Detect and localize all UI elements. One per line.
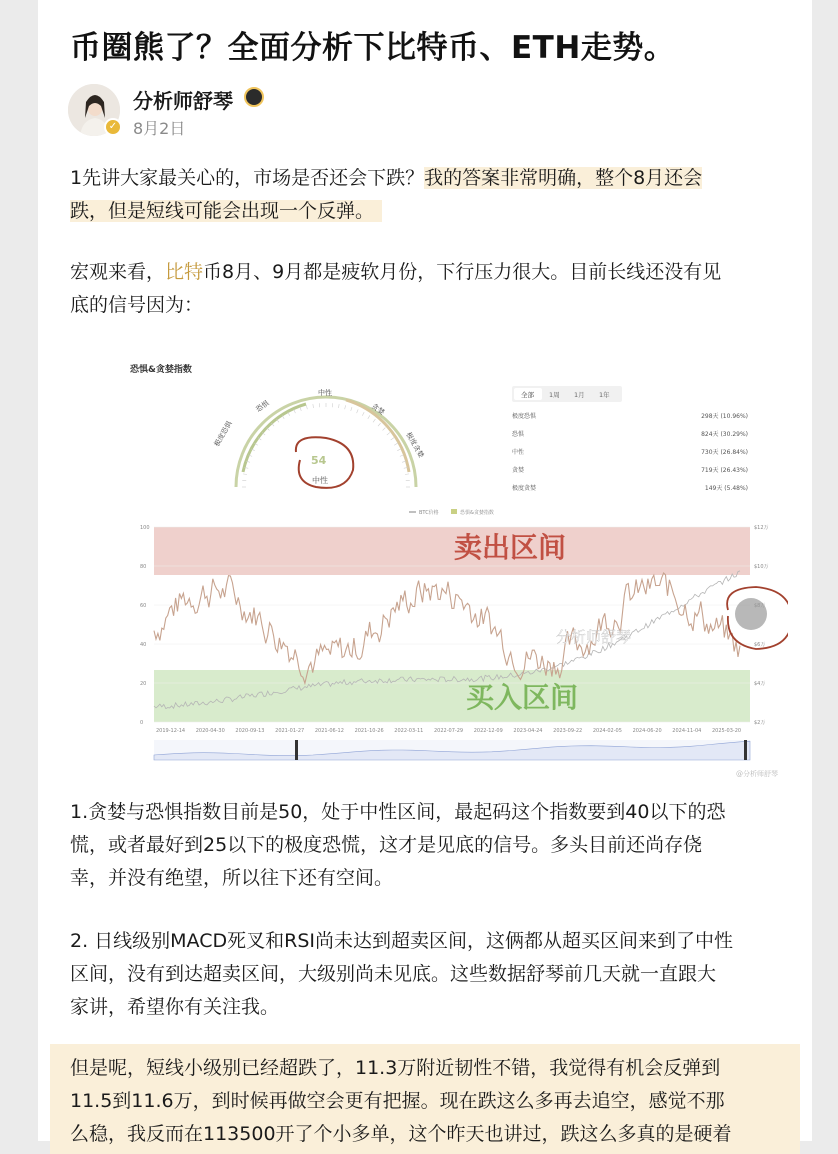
x-tick: 2022-03-11 — [394, 728, 423, 734]
chart-title: 恐惧&贪婪指数 — [130, 363, 192, 375]
footer-watermark: @分析师舒琴 — [736, 769, 778, 778]
paragraph-4 — [70, 925, 790, 1024]
article-card — [38, 0, 812, 1141]
stat-label: 极度恐惧 — [512, 412, 536, 420]
gauge-label-extreme-greed: 极度贪婪 — [404, 431, 426, 460]
y-tick-left: 100 — [140, 525, 150, 531]
range-handle-right[interactable] — [744, 740, 747, 760]
bitcoin-link[interactable]: 比特 — [165, 261, 203, 283]
paragraph-5-line-2: 11.5到11.6万，到时候再做空会更有把握。现在跌这么多再去追空，感觉不那 — [70, 1085, 780, 1118]
paragraph-3-line-1: 1.贪婪与恐惧指数目前是50，处于中性区间，最起码这个指数要到40以下的恐 — [70, 796, 790, 829]
x-tick: 2023-09-22 — [553, 728, 582, 734]
paragraph-4-line-2: 区间，没有到达超卖区间，大级别尚未见底。这些数据舒琴前几天就一直跟大 — [70, 958, 790, 991]
y-tick-right: $4万 — [754, 681, 765, 687]
paragraph-1-text: 1先讲大家最关心的，市场是否还会下跌？ — [70, 167, 424, 189]
author-name[interactable]: 分析师舒琴 — [133, 85, 233, 114]
article-title: 币圈熊了？全面分析下比特币、ETH走势。 — [70, 22, 675, 67]
x-axis-dates — [156, 728, 741, 734]
chart-watermark: 分析师舒琴 — [556, 628, 631, 646]
x-tick: 2025-03-20 — [712, 728, 741, 734]
stat-value: 730天 (26.84%) — [701, 449, 748, 456]
x-tick: 2019-12-14 — [156, 728, 185, 734]
verified-icon: ✓ — [104, 118, 122, 136]
fear-greed-chart — [106, 352, 788, 782]
post-date: 8月2日 — [133, 116, 185, 139]
paragraph-1 — [70, 162, 790, 228]
buy-zone-label: 买入区间 — [466, 681, 578, 714]
gauge-state: 中性 — [312, 475, 328, 485]
gauge-label-fear: 恐惧 — [254, 398, 271, 413]
stat-label: 恐惧 — [512, 430, 524, 438]
tab-all: 全部 — [521, 390, 535, 399]
y-tick-left: 80 — [140, 564, 146, 570]
sell-zone-label: 卖出区间 — [454, 531, 566, 564]
gauge-value: 54 — [311, 454, 327, 467]
gauge-label-neutral: 中性 — [318, 388, 332, 397]
paragraph-4-line-3: 家讲，希望你有关注我。 — [70, 991, 790, 1024]
paragraph-3-line-3: 幸，并没有绝望，所以往下还有空间。 — [70, 862, 790, 895]
buy-zone-band — [154, 670, 750, 722]
x-tick: 2022-12-09 — [474, 728, 503, 734]
paragraph-5-highlight-block — [50, 1044, 800, 1154]
y-tick-right: $6万 — [754, 642, 765, 648]
x-tick: 2023-04-24 — [513, 728, 542, 734]
stat-value: 824天 (30.29%) — [701, 431, 748, 438]
stat-value: 298天 (10.96%) — [701, 413, 748, 420]
paragraph-1-highlight: 我的答案非常明确，整个8月还会 — [424, 167, 702, 189]
y-tick-right: $12万 — [754, 525, 769, 531]
creator-badge-icon — [244, 87, 264, 107]
y-tick-left: 60 — [140, 603, 146, 609]
x-tick: 2021-06-12 — [315, 728, 344, 734]
tab-month: 1月 — [574, 391, 585, 399]
period-tabs[interactable] — [512, 386, 622, 402]
gauge-label-greed: 贪婪 — [370, 401, 387, 416]
paragraph-2 — [70, 256, 790, 322]
gauge-label-extreme-fear: 极度恐惧 — [212, 419, 234, 448]
y-tick-right: $10万 — [754, 564, 769, 570]
stat-label: 中性 — [512, 448, 524, 456]
paragraph-1-highlight-cont: 跌，但是短线可能会出现一个反弹。 — [70, 200, 382, 222]
paragraph-3 — [70, 796, 790, 895]
current-point-marker — [735, 598, 767, 630]
range-handle-left[interactable] — [295, 740, 298, 760]
x-tick: 2024-02-05 — [593, 728, 622, 734]
paragraph-5-line-3: 么稳，我反而在113500开了个小多单，这个昨天也讲过，跌这么多真的是硬着 — [70, 1118, 780, 1151]
x-tick: 2021-01-27 — [275, 728, 304, 734]
x-tick: 2022-07-29 — [434, 728, 463, 734]
x-tick: 2024-11-04 — [672, 728, 701, 734]
stat-value: 719天 (26.43%) — [701, 467, 748, 474]
y-tick-left: 40 — [140, 642, 146, 648]
y-tick-right: $2万 — [754, 720, 765, 726]
paragraph-5-line-1: 但是呢，短线小级别已经超跌了，11.3万附近韧性不错，我觉得有机会反弹到 — [70, 1052, 780, 1085]
sell-zone-band — [154, 527, 750, 575]
tab-year: 1年 — [599, 390, 610, 399]
paragraph-2-text: 宏观来看， — [70, 261, 165, 283]
legend-index: 恐惧&贪婪指数 — [460, 509, 494, 516]
y-tick-left: 0 — [140, 720, 143, 726]
y-tick-left: 20 — [140, 681, 146, 687]
x-tick: 2020-04-30 — [196, 728, 225, 734]
stat-value: 149天 (5.48%) — [705, 485, 748, 492]
x-tick: 2024-06-20 — [633, 728, 662, 734]
x-tick: 2020-09-13 — [235, 728, 264, 734]
paragraph-2-text-cont: 币8月、9月都是疲软月份，下行压力很大。目前长线还没有见 — [203, 261, 721, 283]
stat-label: 极度贪婪 — [512, 484, 536, 492]
legend-btc: BTC价格 — [419, 509, 439, 516]
paragraph-4-line-1: 2. 日线级别MACD死叉和RSI尚未达到超卖区间，这俩都从超买区间来到了中性 — [70, 925, 790, 958]
stat-label: 贪婪 — [512, 466, 524, 474]
x-tick: 2021-10-26 — [355, 728, 384, 734]
tab-week: 1周 — [549, 391, 560, 399]
paragraph-2-line-2: 底的信号因为： — [70, 289, 790, 322]
paragraph-3-line-2: 慌，或者最好到25以下的极度恐慌，这才是见底的信号。多头目前还尚存侥 — [70, 829, 790, 862]
